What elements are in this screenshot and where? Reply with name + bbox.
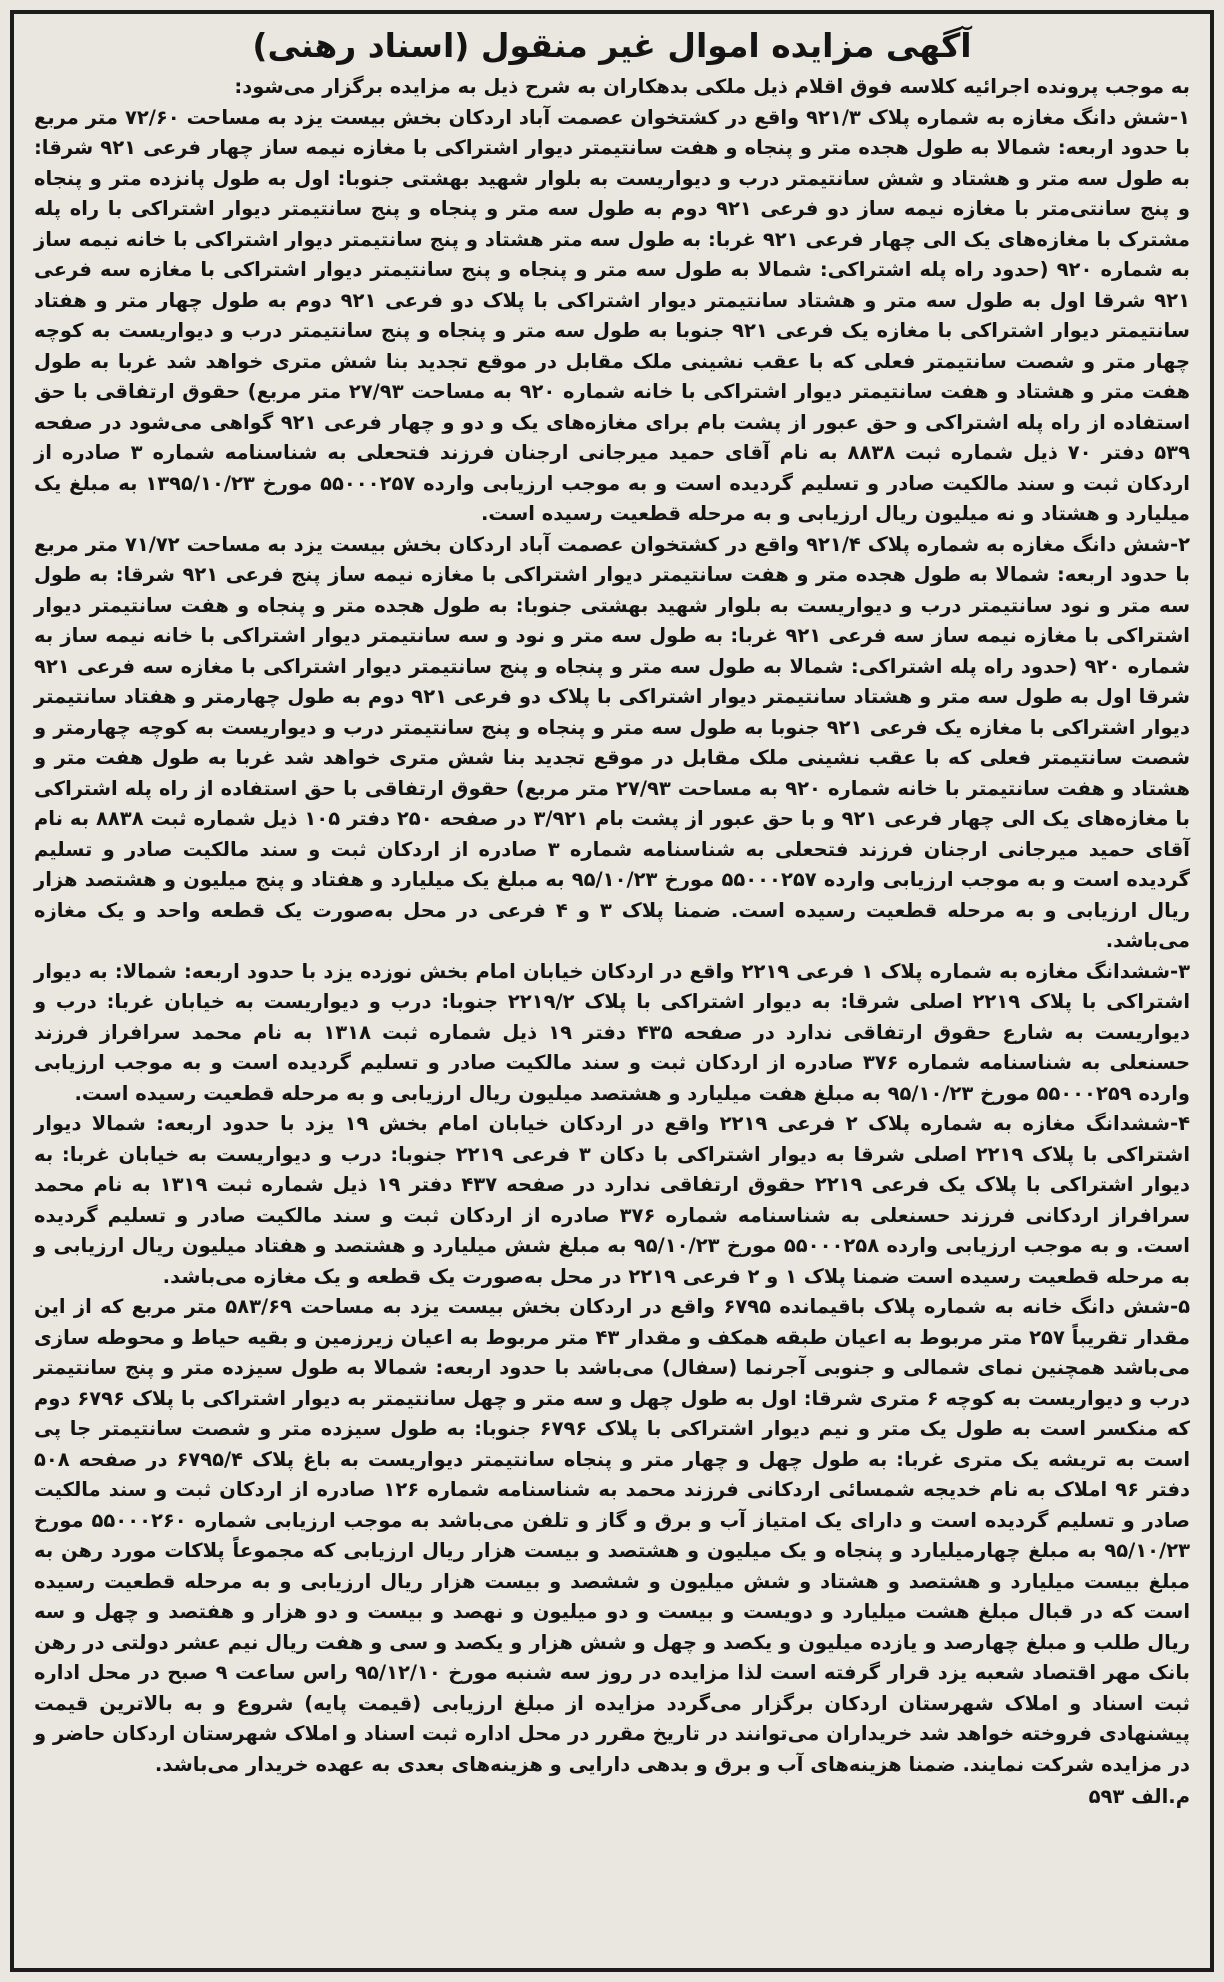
notice-item-2: ۲-شش دانگ مغازه به شماره پلاک ۹۲۱/۴ واقع در کشتخوان عصمت آباد اردکان بخش بیست یزد به مساحت ۷۱/۷۲ متر مربع با حدود اربعه: شمالا به طول هجده متر و هفت سانتیمتر دیوار اشتراکی با مغازه نیمه ساز پنج فرعی ۹۲۱ شرقا: به طول سه متر و نود سانتیمتر درب و دیواریست به بلوار شهید بهشتی جنوبا: به طول هجده متر و پنجاه و هفت سانتیمتر دیوار اشتراکی با مغازه نیمه ساز سه فرعی ۹۲۱ غربا: به طول سه متر و نود و سه سانتیمتر دیوار اشتراکی با خانه نیمه ساز به شماره ۹۲۰ (حدود راه پله اشتراکی: شمالا به طول سه متر و پنجاه و پنج سانتیمتر دیوار اشتراکی با مغازه سه فرعی ۹۲۱ شرقا اول به طول سه متر و هشتاد سانتیمتر دیوار اشتراکی با پلاک دو فرعی ۹۲۱ دوم به طول چهارمتر و هفتاد سانتیمتر دیوار اشتراکی با مغازه یک فرعی ۹۲۱ جنوبا به طول سه متر و پنجاه و پنج سانتیمتر درب و دیواریست به کوچه چهارمتر و شصت سانتیمتر فعلی که با عقب نشینی ملک مقابل در موقع تجدید بنا شش متری خواهد شد غربا به طول هفت متر و هشتاد و هفت سانتیمتر با خانه شماره ۹۲۰ به مساحت ۲۷/۹۳ متر مربع) حقوق ارتفاقی با حق استفاده از راه پله اشتراکی با مغازه‌های یک الی چهار فرعی ۹۲۱ و با حق عبور از پشت بام ۳/۹۲۱ در صفحه ۲۵۰ دفتر ۱۰۵ ذیل شماره ثبت ۸۸۳۸ به نام آقای حمید میرجانی ارجنان فرزند فتحعلی به شناسنامه شماره ۳ صادره از اردکان ثبت و سند مالکیت صادر و تسلیم گردیده است و به موجب ارزیابی وارده ۵۵۰۰۰۲۵۷ مورخ ۹۵/۱۰/۲۳ به مبلغ یک میلیارد و هفتاد و پنج میلیون و هشتصد هزار ریال ارزیابی و به مرحله قطعیت رسیده است. ضمنا پلاک ۳ و ۴ فرعی در محل به‌صورت یک قطعه واحد و یک مغازه می‌باشد. — [34, 532, 1191, 952]
notice-frame — [10, 10, 1214, 1972]
notice-item-1: ۱-شش دانگ مغازه به شماره پلاک ۹۲۱/۳ واقع در کشتخوان عصمت آباد اردکان بخش بیست یزد به مساحت ۷۲/۶۰ متر مربع با حدود اربعه: شمالا به طول هجده متر و پنجاه و هفت سانتیمتر دیوار اشتراکی با مغازه نیمه ساز چهار فرعی ۹۲۱ شرقا: به طول سه متر و هشتاد و شش سانتیمتر درب و دیواریست به بلوار شهید بهشتی جنوبا: اول به طول پانزده متر و پنجاه و پنج سانتی‌متر با مغازه نیمه ساز دو فرعی ۹۲۱ دوم به طول سه متر و پنجاه و پنج سانتیمتر دیوار اشتراکی با راه پله مشترک با مغازه‌های یک الی چهار فرعی ۹۲۱ غربا: به طول سه متر هشتاد و پنج سانتیمتر دیوار اشتراکی با خانه نیمه ساز به شماره ۹۲۰ (حدود راه پله اشتراکی: شمالا به طول سه متر و پنجاه و پنج سانتیمتر دیوار اشتراکی با مغازه سه فرعی ۹۲۱ شرقا اول به طول سه متر و هشتاد سانتیمتر دیوار اشتراکی با پلاک دو فرعی ۹۲۱ دوم به طول چهار متر و هفتاد سانتیمتر دیوار اشتراکی با مغازه یک فرعی ۹۲۱ جنوبا به طول سه متر و پنجاه و پنج سانتیمتر درب و دیواریست به کوچه چهار متر و شصت سانتیمتر فعلی که با عقب نشینی ملک مقابل در موقع تجدید بنا شش متری خواهد شد غربا به طول هفت متر و هشتاد و هفت سانتیمتر دیوار اشتراکی با خانه شماره ۹۲۰ به مساحت ۲۷/۹۳ متر مربع) حقوق ارتفاقی با حق استفاده از راه پله اشتراکی و حق عبور از پشت بام برای مغازه‌های یک و دو و چهار فرعی ۹۲۱ گواهی می‌شود در صفحه ۵۳۹ دفتر ۷۰ ذیل شماره ثبت ۸۸۳۸ به نام آقای حمید میرجانی ارجنان فرزند فتحعلی به شناسنامه شماره ۳ صادره از اردکان ثبت و سند مالکیت صادر و تسلیم گردیده است و به موجب ارزیابی وارده ۵۵۰۰۰۲۵۷ مورخ ۱۳۹۵/۱۰/۲۳ به مبلغ یک میلیارد و هشتاد و نه میلیون ریال ارزیابی و به مرحله قطعیت رسیده است. — [34, 105, 1191, 525]
notice-item-3: ۳-ششدانگ مغازه به شماره پلاک ۱ فرعی ۲۲۱۹ واقع در اردکان خیابان امام بخش نوزده یزد با حدود اربعه: شمالا: به دیوار اشتراکی با پلاک ۲۲۱۹ اصلی شرقا: به دیوار اشتراکی با پلاک ۲۲۱۹/۲ جنوبا: درب و دیواریست به خیابان غربا: درب و دیواریست به شارع حقوق ارتفاقی ندارد در صفحه ۴۳۵ دفتر ۱۹ ذیل شماره ثبت ۱۳۱۸ به نام محمد سرافراز فرزند حسنعلی به شناسنامه شماره ۳۷۶ صادره از اردکان ثبت و سند مالکیت صادر و تسلیم گردیده است و به موجب ارزیابی وارده ۵۵۰۰۰۲۵۹ مورخ ۹۵/۱۰/۲۳ به مبلغ هفت میلیارد و هشتصد میلیون ریال ارزیابی و به مرحله قطعیت رسیده است. — [34, 959, 1191, 1105]
notice-intro: به موجب پرونده اجرائیه کلاسه فوق اقلام ذیل ملکی بدهکاران به شرح ذیل به مزایده برگزار می‌شود: — [234, 75, 1190, 98]
notice-item-4: ۴-ششدانگ مغازه به شماره پلاک ۲ فرعی ۲۲۱۹ واقع در اردکان خیابان امام بخش ۱۹ یزد با حدود اربعه: شمالا دیوار اشتراکی با پلاک ۲۲۱۹ اصلی شرقا به دیوار اشتراکی با دکان ۳ فرعی ۲۲۱۹ جنوبا: درب و دیواریست به خیابان غربا: به دیوار اشتراکی با پلاک یک فرعی ۲۲۱۹ حقوق ارتفاقی ندارد در صفحه ۴۳۷ دفتر ۱۹ ذیل شماره ثبت ۱۳۱۹ به نام محمد سرافراز اردکانی فرزند حسنعلی به شناسنامه شماره ۳۷۶ صادره از اردکان ثبت و سند مالکیت صادر و تسلیم گردیده است. و به موجب ارزیابی وارده ۵۵۰۰۰۲۵۸ مورخ ۹۵/۱۰/۲۳ به مبلغ شش میلیارد و هشتصد و هفتاد میلیون ریال ارزیابی و به مرحله قطعیت رسیده است ضمنا پلاک ۱ و ۲ فرعی ۲۲۱۹ در محل به‌صورت یک قطعه و یک مغازه می‌باشد. — [34, 1112, 1191, 1288]
notice-title: آگهی مزایده اموال غیر منقول (اسناد رهنی) — [252, 26, 972, 65]
notice-code: م.الف ۵۹۳ — [1088, 1785, 1190, 1808]
notice-item-5: ۵-شش دانگ خانه به شماره پلاک باقیمانده ۶۷۹۵ واقع در اردکان بخش بیست یزد به مساحت ۵۸۳/۶۹ متر مربع که از این مقدار تقریباً ۲۵۷ متر مربوط به اعیان طبقه همکف و مقدار ۴۳ متر مربوط به اعیان زیرزمین و بقیه حیاط و محوطه سازی می‌باشد همچنین نمای شمالی و جنوبی آجرنما (سفال) می‌باشد با حدود اربعه: شمالا به طول سیزده متر و پنج سانتیمتر درب و دیواریست به کوچه ۶ متری شرقا: اول به طول چهل و سه متر و چهل سانتیمتر به دیوار اشتراکی با پلاک ۶۷۹۶ دوم که منکسر است به طول یک متر و نیم دیوار اشتراکی با پلاک ۶۷۹۶ جنوبا: به طول سیزده متر و شصت سانتیمتر جا پی است به تریشه یک متری غربا: به طول چهل و چهار متر و پنجاه سانتیمتر دیواریست به باغ پلاک ۶۷۹۵/۴ در صفحه ۵۰۸ دفتر ۹۶ املاک به نام خدیجه شمسائی اردکانی فرزند محمد به شناسنامه شماره ۱۲۶ صادره از اردکان ثبت و سند مالکیت صادر و تسلیم گردیده است و دارای یک امتیاز آب و برق و گاز و تلفن می‌باشد به موجب ارزیابی شماره ۵۵۰۰۰۲۶۰ مورخ ۹۵/۱۰/۲۳ به مبلغ چهارمیلیارد و پنجاه و یک میلیون و هشتصد و بیست هزار ریال ارزیابی که مجموعاً پلاکات مورد رهن به مبلغ بیست میلیارد و هشتصد و هشتاد و شش میلیون و ششصد و بیست هزار ریال ارزیابی و به مرحله قطعیت رسیده است که در قبال مبلغ هشت میلیارد و دویست و بیست و دو میلیون و نهصد و بیست و دو هزار و هفتصد و چهل و سه ریال طلب و مبلغ چهارصد و یازده میلیون و یکصد و چهل و شش هزار و یکصد و سی و هفت ریال نیم عشر دولتی در رهن بانک مهر اقتصاد شعبه یزد قرار گرفته است لذا مزایده در روز سه شنبه مورخ ۹۵/۱۲/۱۰ راس ساعت ۹ صبح در محل اداره ثبت اسناد و املاک شهرستان اردکان برگزار می‌گردد مزایده از مبلغ ارزیابی (قیمت پایه) شروع و به بالاترین قیمت پیشنهادی فروخته خواهد شد خریداران می‌توانند در تاریخ مقرر در محل اداره ثبت اسناد و املاک شهرستان اردکان حاضر و در مزایده شرکت نمایند. ضمنا هزینه‌های آب و برق و بدهی دارایی و هزینه‌های بعدی به عهده خریدار می‌باشد. — [34, 1295, 1191, 1776]
